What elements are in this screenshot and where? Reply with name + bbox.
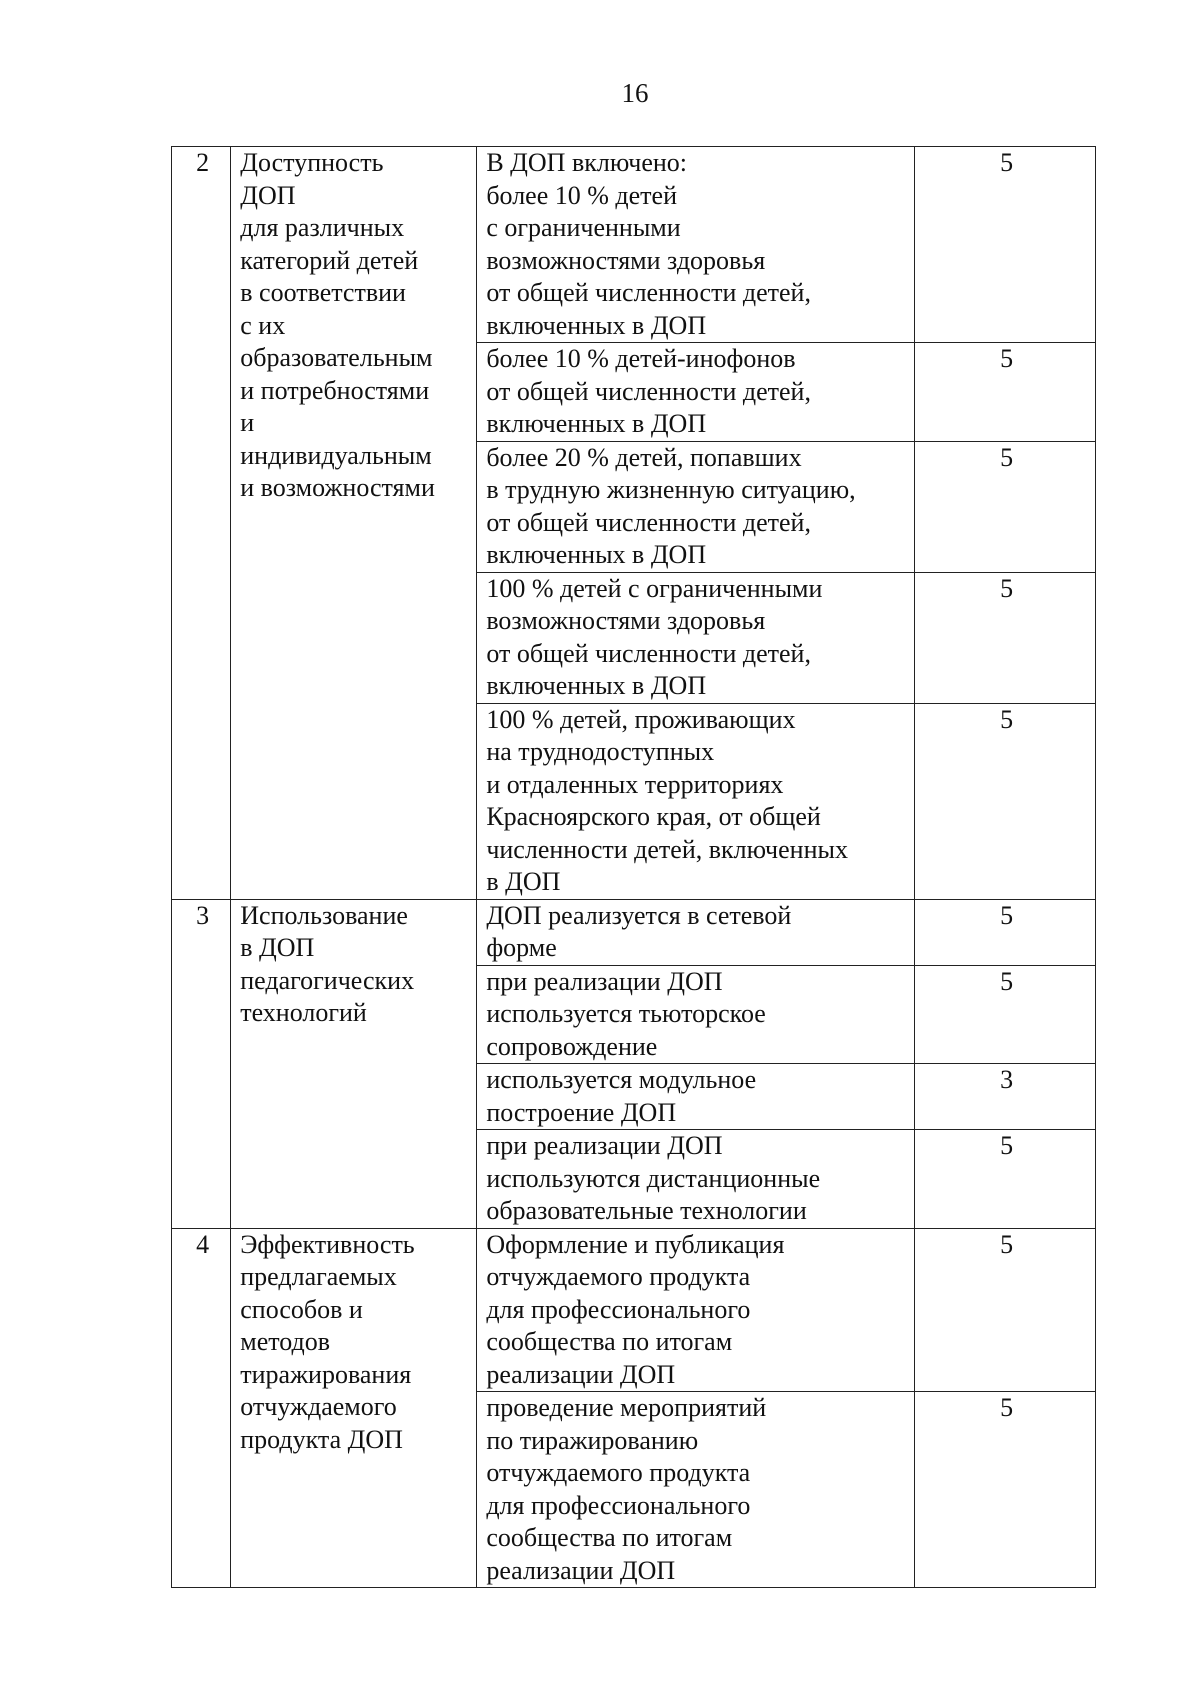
criterion-line: индивидуальным: [240, 440, 432, 470]
indicator-line: по тиражированию: [486, 1425, 699, 1455]
criterion-name: [231, 147, 477, 900]
indicator-line: реализации ДОП: [486, 1555, 676, 1585]
indicator-line: ДОП реализуется в сетевой: [486, 900, 792, 930]
criteria-table: [171, 146, 1096, 1588]
table-row: [172, 899, 1096, 965]
indicator-line: проведение мероприятий: [486, 1393, 767, 1422]
indicator-line: более 10 % детей-инофонов: [486, 344, 796, 373]
indicator-line: используется модульное: [486, 1065, 757, 1094]
score-cell: 5: [915, 343, 1096, 442]
indicator-line: в ДОП: [486, 867, 561, 896]
indicator-line: Красноярского края, от общей: [486, 802, 821, 831]
criterion-line: отчуждаемого: [240, 1392, 397, 1421]
indicator-cell: [477, 572, 915, 703]
indicator-line: от общей численности детей,: [486, 507, 811, 537]
indicator-line: включенных в ДОП: [486, 409, 707, 438]
indicator-cell: [477, 965, 915, 1064]
score-cell: 5: [915, 1392, 1096, 1588]
table-row: [172, 1228, 1096, 1392]
criterion-line: ДОП: [240, 180, 296, 210]
indicator-line: от общей численности детей,: [486, 376, 811, 406]
criterion-line: и: [240, 408, 255, 437]
criterion-line: для различных: [240, 213, 405, 242]
indicator-cell: [477, 441, 915, 572]
criterion-line: образовательным: [240, 343, 433, 372]
page-number: 16: [621, 78, 649, 108]
criterion-line: тиражирования: [240, 1359, 412, 1389]
indicator-line: более 20 % детей, попавших: [486, 442, 802, 472]
indicator-line: образовательные технологии: [486, 1196, 807, 1225]
score-cell: 5: [915, 1228, 1096, 1392]
indicator-line: сопровождение: [486, 1031, 658, 1061]
indicator-line: возможностями здоровья: [486, 245, 766, 275]
indicator-cell: [477, 1130, 915, 1229]
criterion-line: предлагаемых: [240, 1262, 397, 1291]
indicator-cell: [477, 1392, 915, 1588]
indicator-line: от общей численности детей,: [486, 278, 811, 307]
indicator-line: построение ДОП: [486, 1097, 677, 1127]
indicator-line: используется тьюторское: [486, 999, 766, 1028]
score-cell: 5: [915, 1130, 1096, 1229]
criterion-line: продукта ДОП: [240, 1424, 403, 1454]
indicator-line: сообщества по итогам: [486, 1327, 733, 1356]
indicator-line: и отдаленных территориях: [486, 769, 784, 799]
criterion-line: категорий детей: [240, 245, 419, 275]
indicator-line: в трудную жизненную ситуацию,: [486, 475, 856, 504]
indicator-line: используются дистанционные: [486, 1163, 821, 1193]
score-cell: 3: [915, 1064, 1096, 1130]
score-cell: 5: [915, 572, 1096, 703]
indicator-cell: [477, 703, 915, 899]
indicator-line: форме: [486, 933, 557, 962]
indicator-line: 100 % детей с ограниченными: [486, 573, 823, 603]
indicator-line: 100 % детей, проживающих: [486, 704, 796, 734]
indicator-line: от общей численности детей,: [486, 638, 811, 668]
indicator-line: включенных в ДОП: [486, 310, 707, 340]
score-cell: 5: [915, 965, 1096, 1064]
indicator-line: реализации ДОП: [486, 1359, 676, 1389]
criterion-line: с их: [240, 310, 286, 340]
indicator-line: возможностями здоровья: [486, 606, 766, 635]
indicator-cell: [477, 1228, 915, 1392]
criterion-line: и возможностями: [240, 473, 435, 502]
criterion-name: [231, 899, 477, 1228]
indicator-line: с ограниченными: [486, 213, 681, 242]
criterion-line: в соответствии: [240, 278, 406, 307]
indicator-line: включенных в ДОП: [486, 540, 707, 569]
criterion-line: способов и: [240, 1294, 363, 1324]
indicator-line: Оформление и публикация: [486, 1229, 785, 1259]
criterion-line: педагогических: [240, 965, 415, 995]
indicator-cell: [477, 899, 915, 965]
criterion-line: технологий: [240, 998, 367, 1027]
criterion-line: в ДОП: [240, 933, 315, 962]
indicator-cell: [477, 1064, 915, 1130]
criteria-table-body: [172, 147, 1096, 1588]
criterion-line: методов: [240, 1327, 331, 1356]
table-row: [172, 147, 1096, 343]
criterion-number: 3: [172, 899, 231, 1228]
indicator-line: при реализации ДОП: [486, 966, 723, 996]
indicator-line: отчуждаемого продукта: [486, 1458, 751, 1487]
score-cell: 5: [915, 703, 1096, 899]
indicator-line: включенных в ДОП: [486, 671, 707, 700]
indicator-line: отчуждаемого продукта: [486, 1262, 751, 1291]
score-cell: 5: [915, 441, 1096, 572]
indicator-line: на труднодоступных: [486, 737, 715, 766]
score-cell: 5: [915, 147, 1096, 343]
indicator-line: В ДОП включено:: [486, 148, 688, 177]
indicator-line: при реализации ДОП: [486, 1131, 723, 1160]
criterion-line: Эффективность: [240, 1229, 415, 1259]
indicator-cell: [477, 147, 915, 343]
criterion-name: [231, 1228, 477, 1588]
indicator-line: более 10 % детей: [486, 180, 677, 210]
criterion-line: Использование: [240, 900, 408, 930]
criterion-number: 2: [172, 147, 231, 900]
criterion-line: Доступность: [240, 148, 384, 177]
indicator-cell: [477, 343, 915, 442]
criterion-line: и потребностями: [240, 375, 430, 405]
indicator-line: численности детей, включенных: [486, 834, 848, 864]
criterion-number: 4: [172, 1228, 231, 1588]
score-cell: 5: [915, 899, 1096, 965]
indicator-line: для профессионального: [486, 1490, 751, 1520]
indicator-line: сообщества по итогам: [486, 1523, 733, 1552]
indicator-line: для профессионального: [486, 1294, 751, 1324]
